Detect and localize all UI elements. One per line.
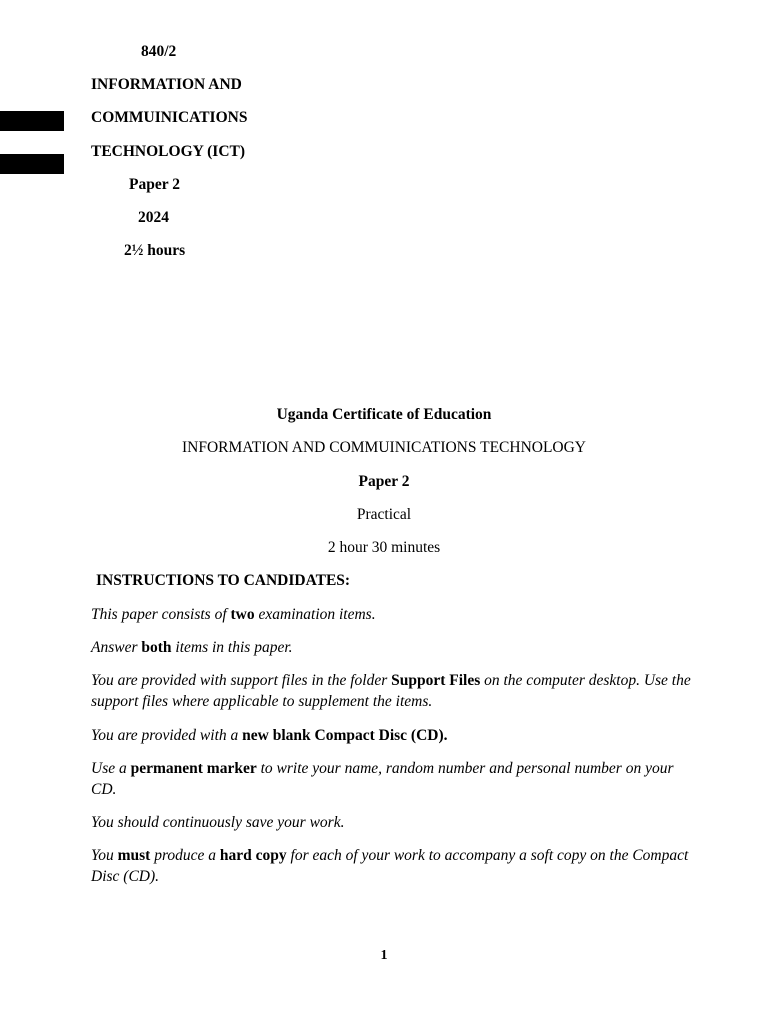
instruction-3: You are provided with support files in the folder Support Files on the computer desktop. Use the support files where applicable to supplement the items. [91, 672, 691, 710]
subject-line-3: TECHNOLOGY (ICT) [91, 143, 246, 160]
redaction-bar-1 [0, 111, 64, 131]
exam-year: 2024 [138, 209, 169, 226]
page-number: 1 [380, 948, 388, 963]
paper-code: 840/2 [141, 43, 177, 60]
subject-line-2: COMMUINICATIONS [91, 109, 248, 126]
instruction-1: This paper consists of two examination items. [91, 606, 376, 623]
redaction-bar-2 [0, 154, 64, 174]
instruction-4: You are provided with a new blank Compact Disc (CD). [91, 727, 448, 744]
instructions-heading: INSTRUCTIONS TO CANDIDATES: [96, 572, 351, 589]
paper-type: Practical [356, 506, 412, 523]
instruction-6: You should continuously save your work. [91, 814, 345, 831]
paper-duration: 2 hour 30 minutes [327, 539, 441, 556]
instruction-7: You must produce a hard copy for each of your work to accompany a soft copy on the Compact Disc (CD). [91, 847, 689, 885]
exam-duration: 2½ hours [124, 242, 186, 259]
subject-line-1: INFORMATION AND [91, 76, 242, 93]
paper-title: Paper 2 [358, 473, 410, 490]
instruction-5: Use a permanent marker to write your name, random number and personal number on your CD. [91, 760, 674, 798]
instruction-2: Answer both items in this paper. [91, 639, 293, 656]
paper-number: Paper 2 [129, 176, 180, 193]
subject-title: INFORMATION AND COMMUINICATIONS TECHNOLOGY [181, 439, 586, 456]
certificate-title: Uganda Certificate of Education [276, 406, 492, 423]
